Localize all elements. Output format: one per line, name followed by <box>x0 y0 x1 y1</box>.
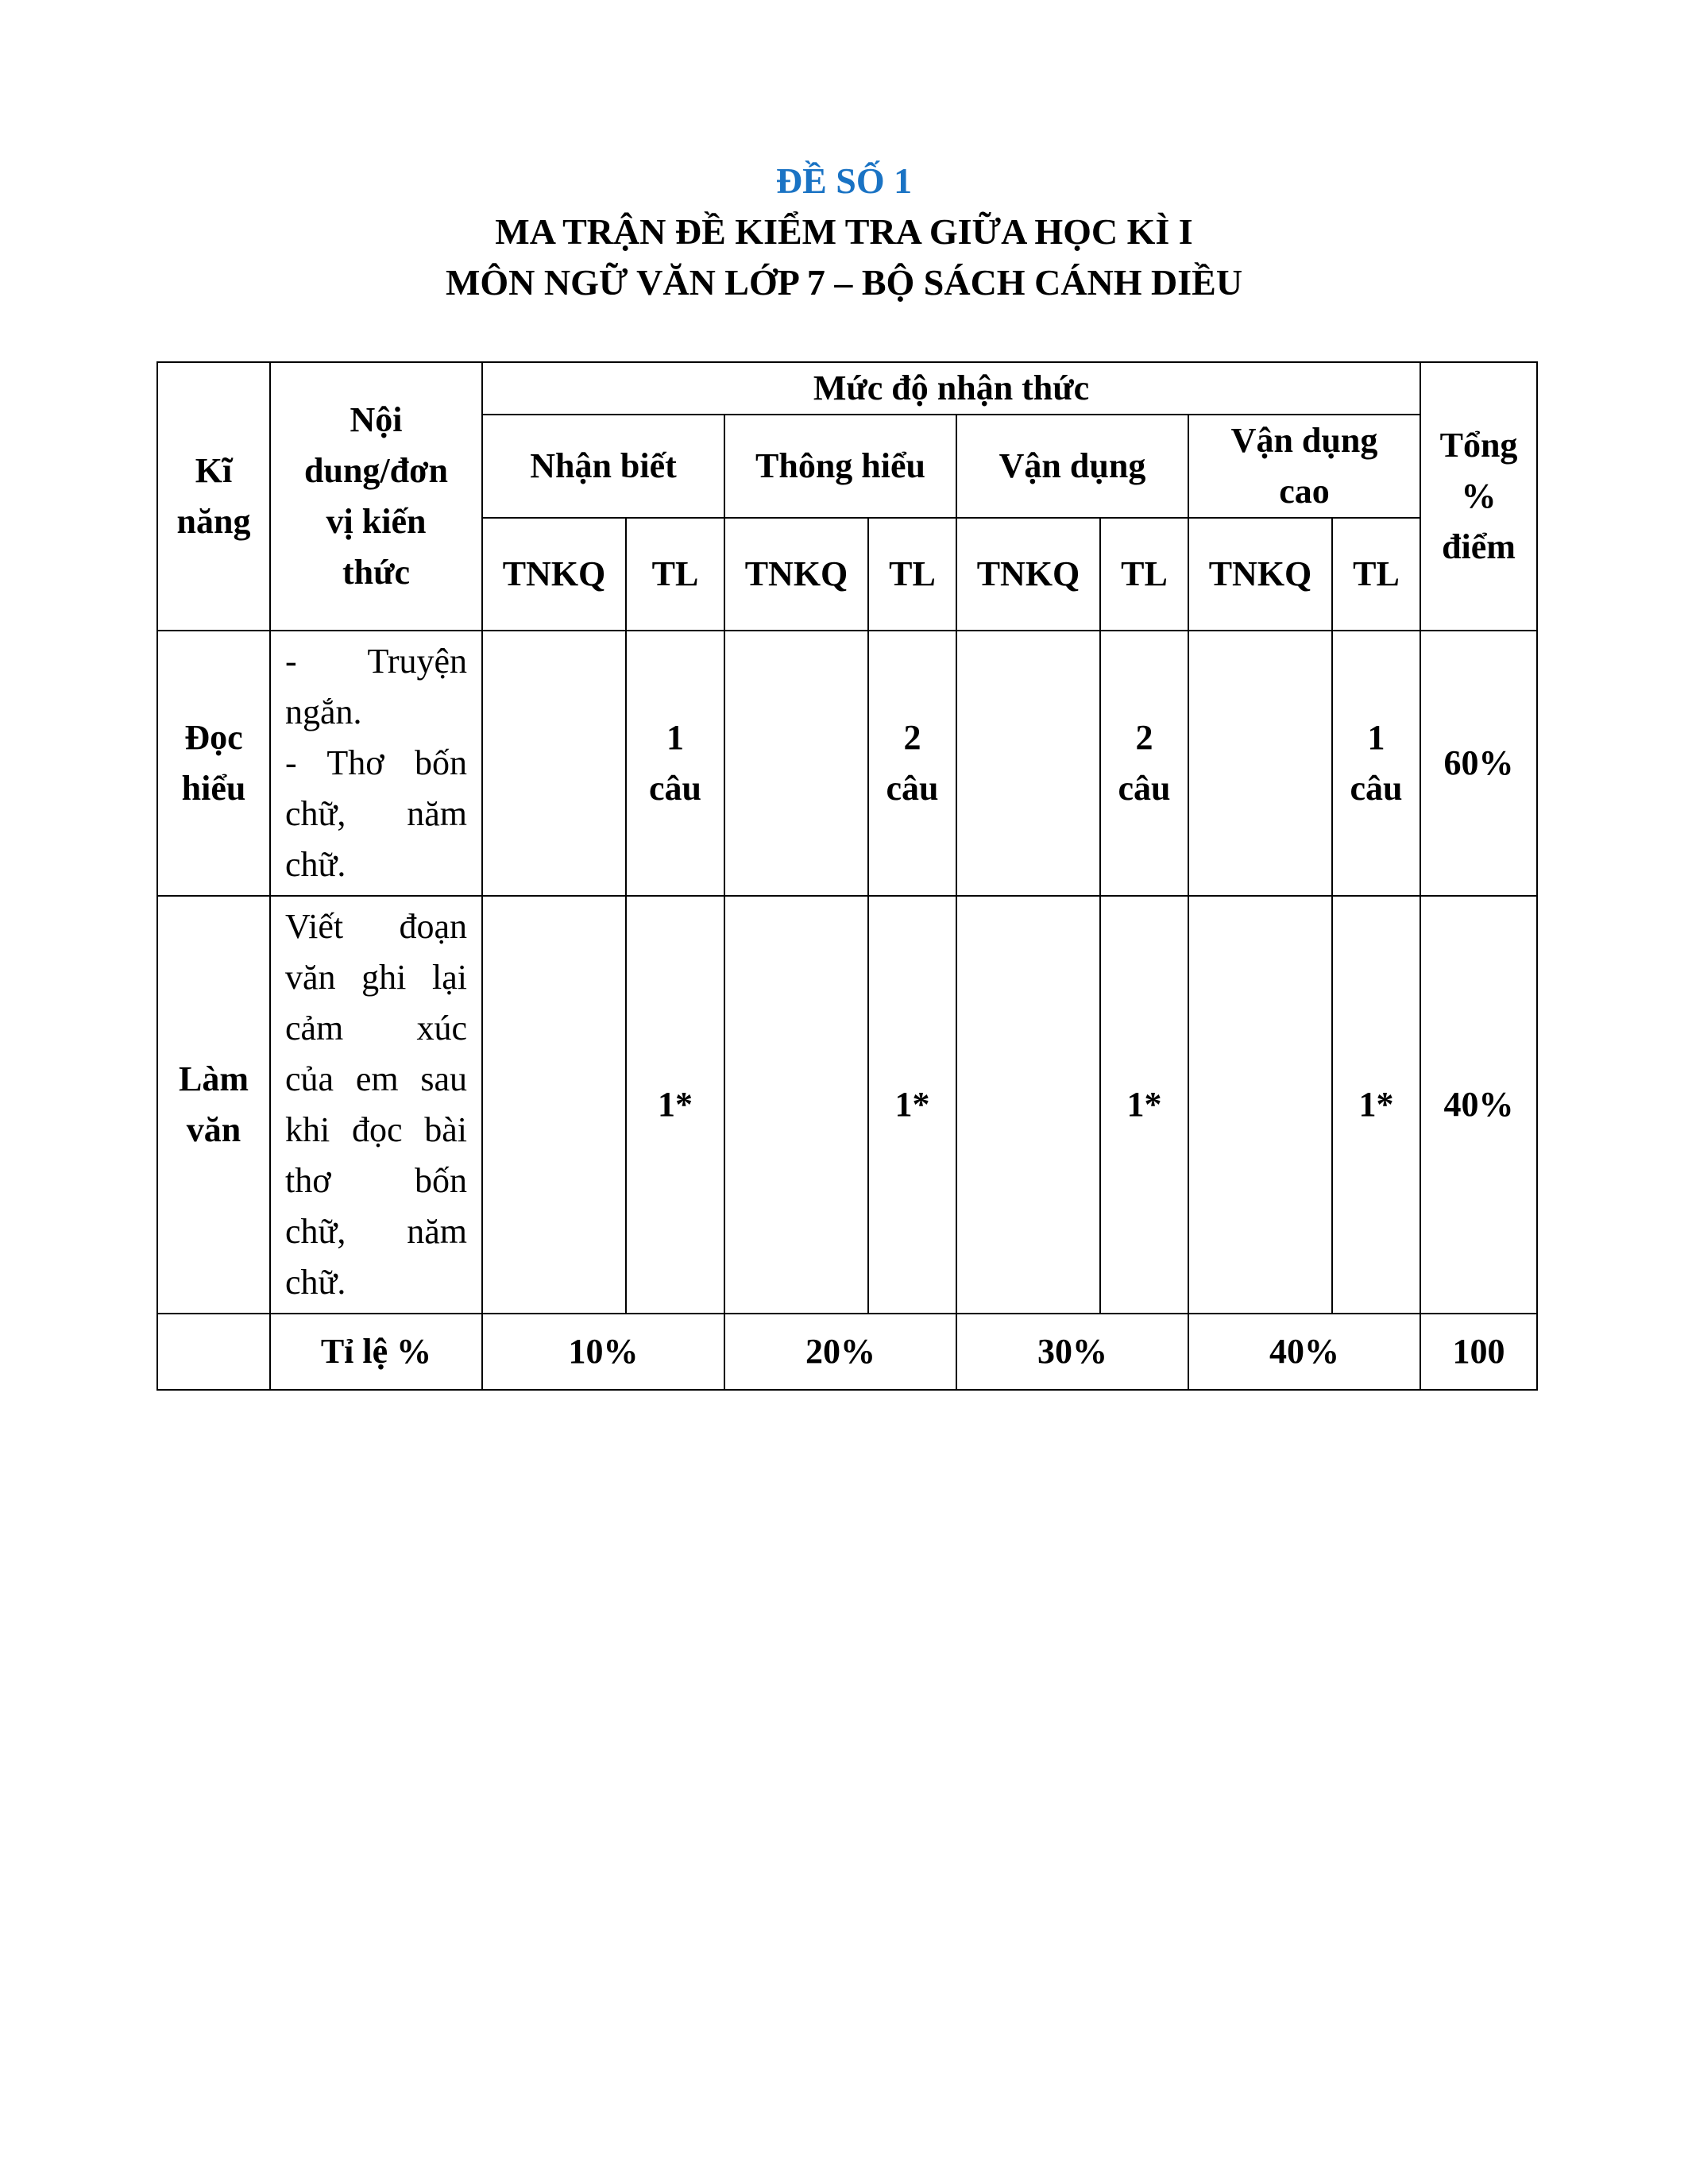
sub-tl: TL <box>1100 518 1188 631</box>
sub-tnkq: TNKQ <box>482 518 626 631</box>
level-advanced-application: Vận dụng cao <box>1188 415 1420 518</box>
ratio-comprehension: 20% <box>724 1314 956 1390</box>
ratio-row <box>157 1314 1537 1390</box>
sub-tnkq: TNKQ <box>724 518 868 631</box>
exam-matrix-table <box>156 361 1538 1391</box>
table-row <box>157 896 1537 1314</box>
ratio-label: Tỉ lệ % <box>270 1314 482 1390</box>
tnkq-cell <box>482 631 626 896</box>
empty-cell <box>157 1314 270 1390</box>
sub-tnkq: TNKQ <box>1188 518 1332 631</box>
sub-tnkq: TNKQ <box>956 518 1100 631</box>
sub-tl: TL <box>1332 518 1420 631</box>
tnkq-cell <box>1188 631 1332 896</box>
tnkq-cell <box>1188 896 1332 1314</box>
level-comprehension: Thông hiểu <box>724 415 956 518</box>
table-row <box>157 631 1537 896</box>
exam-number: ĐỀ SỐ 1 <box>775 160 913 201</box>
ratio-advanced-application: 40% <box>1188 1314 1420 1390</box>
content-cell: Viết đoạn văn ghi lại cảm xúc của em sau khi đọc bài thơ bốn chữ, năm chữ. <box>270 896 482 1314</box>
tnkq-cell <box>956 896 1100 1314</box>
tnkq-cell <box>724 896 868 1314</box>
tl-cell: 1 câu <box>1332 631 1420 896</box>
level-application: Vận dụng <box>956 415 1188 518</box>
tnkq-cell <box>956 631 1100 896</box>
tl-cell: 1* <box>626 896 724 1314</box>
document-title: MA TRẬN ĐỀ KIỂM TRA GIỮA HỌC KÌ I <box>495 211 1193 252</box>
tnkq-cell <box>482 896 626 1314</box>
skill-cell: Đọc hiểu <box>157 631 270 896</box>
skill-cell: Làm văn <box>157 896 270 1314</box>
header-content: Nội dung/đơn vị kiến thức <box>270 362 482 631</box>
header-total: Tổng % điểm <box>1420 362 1537 631</box>
content-cell: - Truyện ngắn. - Thơ bốn chữ, năm chữ. <box>270 631 482 896</box>
tl-cell: 2 câu <box>868 631 956 896</box>
tnkq-cell <box>724 631 868 896</box>
document-header <box>0 156 1688 308</box>
header-level-group: Mức độ nhận thức <box>482 362 1420 415</box>
document-subtitle: MÔN NGỮ VĂN LỚP 7 – BỘ SÁCH CÁNH DIỀU <box>445 262 1243 303</box>
total-cell: 40% <box>1420 896 1537 1314</box>
sub-tl: TL <box>868 518 956 631</box>
tl-cell: 1* <box>1332 896 1420 1314</box>
level-recognition: Nhận biết <box>482 415 724 518</box>
tl-cell: 1* <box>1100 896 1188 1314</box>
ratio-total: 100 <box>1420 1314 1537 1390</box>
tl-cell: 2 câu <box>1100 631 1188 896</box>
tl-cell: 1 câu <box>626 631 724 896</box>
total-cell: 60% <box>1420 631 1537 896</box>
ratio-recognition: 10% <box>482 1314 724 1390</box>
ratio-application: 30% <box>956 1314 1188 1390</box>
header-skill: Kĩ năng <box>157 362 270 631</box>
tl-cell: 1* <box>868 896 956 1314</box>
sub-tl: TL <box>626 518 724 631</box>
